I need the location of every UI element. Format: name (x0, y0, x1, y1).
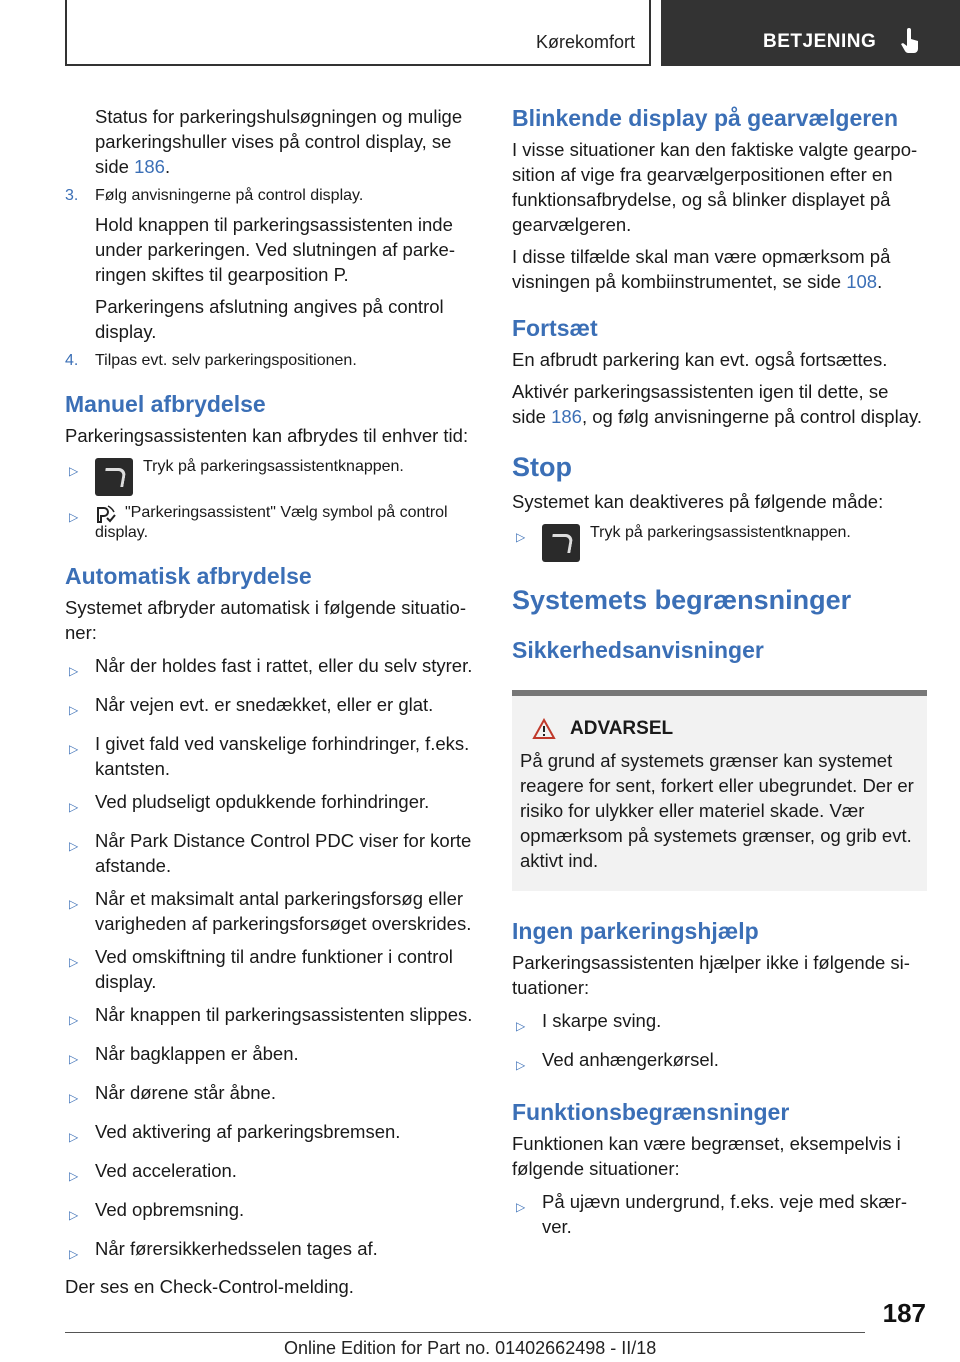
list-item: ▷ I givet fald ved vanskelige forhindringer, f.eks. kantsten. (65, 731, 480, 781)
list-item: ▷ Ved anhængerkørsel. (512, 1047, 927, 1078)
list-item: ▷ Ved pludseligt opdukkende forhindringer. (65, 789, 480, 820)
heading-function-limits: Funktionsbegrænsninger (512, 1099, 790, 1125)
list-item: ▷ På ujævn undergrund, f.eks. veje med skærver. (512, 1189, 927, 1239)
step-3-detail: Hold knappen til parkeringsassistenten inde under parkeringen. Ved slutningen af parkeringen skiftes til gearposition P. (95, 214, 455, 285)
triangle-bullet-icon: ▷ (69, 1247, 79, 1261)
list-item: ▷ Ved opbremsning. (65, 1197, 480, 1228)
heading-system-limits: Systemets begrænsninger (512, 585, 852, 615)
heading-auto-stop: Automatisk afbrydelse (65, 563, 312, 589)
heading-continue: Fortsæt (512, 315, 598, 341)
triangle-bullet-icon: ▷ (69, 664, 79, 678)
step-number: 3. (65, 187, 79, 204)
manual-stop-text: Parkeringsassistenten kan afbrydes til enhver tid: (65, 425, 469, 446)
list-item: ▷ Når førersikkerhedsselen tages af. (65, 1236, 480, 1267)
hand-pointer-icon (899, 28, 921, 54)
triangle-bullet-icon: ▷ (69, 1130, 79, 1144)
step-3 (65, 187, 480, 205)
intro-paragraph: Status for parkeringshulsøgningen og mulige parkeringshuller vises på control display, se side 186. (95, 106, 463, 177)
step-text: Følg anvisningerne på control display. (95, 187, 364, 204)
auto-stop-text: Systemet afbryder automatisk i følgende situationer: (65, 597, 467, 643)
triangle-bullet-icon: ▷ (69, 742, 79, 756)
triangle-bullet-icon: ▷ (516, 1200, 526, 1214)
step-3-detail-2: Parkeringens afslutning angives på control display. (95, 296, 444, 342)
function-limits-text: Funktionen kan være begrænset, eksempelvis i følgende situationer: (512, 1133, 901, 1179)
warning-title: ADVARSEL (570, 718, 674, 739)
heading-no-parking-help: Ingen parkeringshjælp (512, 918, 759, 944)
list-item: ▷ I skarpe sving. (512, 1008, 927, 1039)
list-item: ▷ Når dørene står åbne. (65, 1080, 480, 1111)
step-number: 4. (65, 352, 79, 369)
heading-blinking-display: Blinkende display på gearvælgeren (512, 105, 899, 131)
warning-text: På grund af systemets grænser kan systemet reagere for sent, forkert eller ubegrundet. Der er risiko for ulykker eller materiel skade. Vær opmærksom på systemets grænser, og grib evt. aktivt ind. (520, 750, 914, 871)
continue-paragraph-1: En afbrudt parkering kan evt. også fortsættes. (512, 349, 888, 370)
triangle-bullet-icon: ▷ (516, 1019, 526, 1033)
triangle-bullet-icon: ▷ (69, 839, 79, 853)
right-column (512, 104, 927, 1239)
triangle-bullet-icon: ▷ (516, 530, 526, 544)
no-help-text: Parkeringsassistenten hjælper ikke i følgende situationer: (512, 952, 910, 998)
section-title: BETJENING (763, 31, 877, 52)
chapter-tab (65, 0, 651, 66)
list-item: ▷ Når et maksimalt antal parkeringsforsøg eller varigheden af parkeringsforsøget overskrides. (65, 886, 480, 936)
list-item: ▷ Når vejen evt. er snedækket, eller er glat. (65, 692, 480, 723)
page-header (65, 0, 960, 66)
section-tab (661, 0, 960, 66)
list-item: ▷ Ved acceleration. (65, 1158, 480, 1189)
left-column (65, 104, 480, 1299)
parking-assist-button-icon (542, 524, 580, 562)
page-link[interactable]: 108 (846, 271, 878, 292)
auto-stop-list (65, 653, 480, 1267)
triangle-bullet-icon: ▷ (69, 800, 79, 814)
triangle-bullet-icon: ▷ (69, 703, 79, 717)
page-link[interactable]: 186 (134, 156, 165, 177)
list-item: ▷ Når der holdes fast i rattet, eller du selv styrer. (65, 653, 480, 684)
step-4 (65, 352, 480, 370)
triangle-bullet-icon: ▷ (69, 464, 79, 478)
triangle-bullet-icon: ▷ (69, 1013, 79, 1027)
list-item: ▷ Når Park Distance Control PDC viser for korte afstande. (65, 828, 480, 878)
warning-triangle-icon (532, 718, 556, 740)
heading-stop: Stop (512, 452, 572, 482)
continue-paragraph-2: Aktivér parkeringsassistenten igen til dette, se side 186, og følg anvisningerne på control display. (512, 381, 923, 427)
footer-divider (65, 1332, 865, 1333)
triangle-bullet-icon: ▷ (69, 1091, 79, 1105)
step-text: Tilpas evt. selv parkeringspositionen. (95, 352, 357, 369)
triangle-bullet-icon: ▷ (69, 1169, 79, 1183)
list-item: ▷ Ved omskiftning til andre funktioner i control display. (65, 944, 480, 994)
parking-assist-symbol-icon (95, 504, 117, 524)
triangle-bullet-icon: ▷ (69, 955, 79, 969)
triangle-bullet-icon: ▷ (69, 1052, 79, 1066)
list-item: ▷ Ved aktivering af parkeringsbremsen. (65, 1119, 480, 1150)
list-item: ▷ "Parkeringsassistent" Vælg symbol på control display. (65, 504, 480, 542)
blink-paragraph-2: I disse tilfælde skal man være opmærksom på visningen på kombiinstrumentet, se side 108. (512, 246, 891, 292)
page-link[interactable]: 186 (551, 406, 582, 427)
heading-manual-stop: Manuel afbrydelse (65, 391, 266, 417)
stop-text: Systemet kan deaktiveres på følgende måde: (512, 491, 884, 512)
list-item: ▷ Tryk på parkeringsassistentknappen. (512, 524, 927, 562)
function-limits-list (512, 1189, 927, 1239)
no-help-list (512, 1008, 927, 1078)
chapter-title: Kørekomfort (535, 32, 635, 52)
blink-paragraph-1: I visse situationer kan den faktiske valgte gearposition af vige fra gearvælgerpositionen efter en funktionsafbrydelse, og så blinker displayet på gearvælgeren. (512, 139, 918, 235)
edition-note: Online Edition for Part no. 01402662498 - II/18 (284, 1338, 657, 1358)
triangle-bullet-icon: ▷ (69, 510, 79, 524)
parking-assist-button-icon (95, 458, 133, 496)
list-item: ▷ Når bagklappen er åben. (65, 1041, 480, 1072)
warning-box (512, 690, 927, 891)
check-control-note: Der ses en Check-Control-melding. (65, 1276, 354, 1297)
triangle-bullet-icon: ▷ (69, 1208, 79, 1222)
list-item: ▷ Når knappen til parkeringsassistenten slippes. (65, 1002, 480, 1033)
heading-safety: Sikkerhedsanvisninger (512, 637, 764, 663)
page-number: 187 (882, 1298, 926, 1328)
triangle-bullet-icon: ▷ (516, 1058, 526, 1072)
list-item: ▷ Tryk på parkeringsassistentknappen. (65, 458, 480, 496)
triangle-bullet-icon: ▷ (69, 897, 79, 911)
